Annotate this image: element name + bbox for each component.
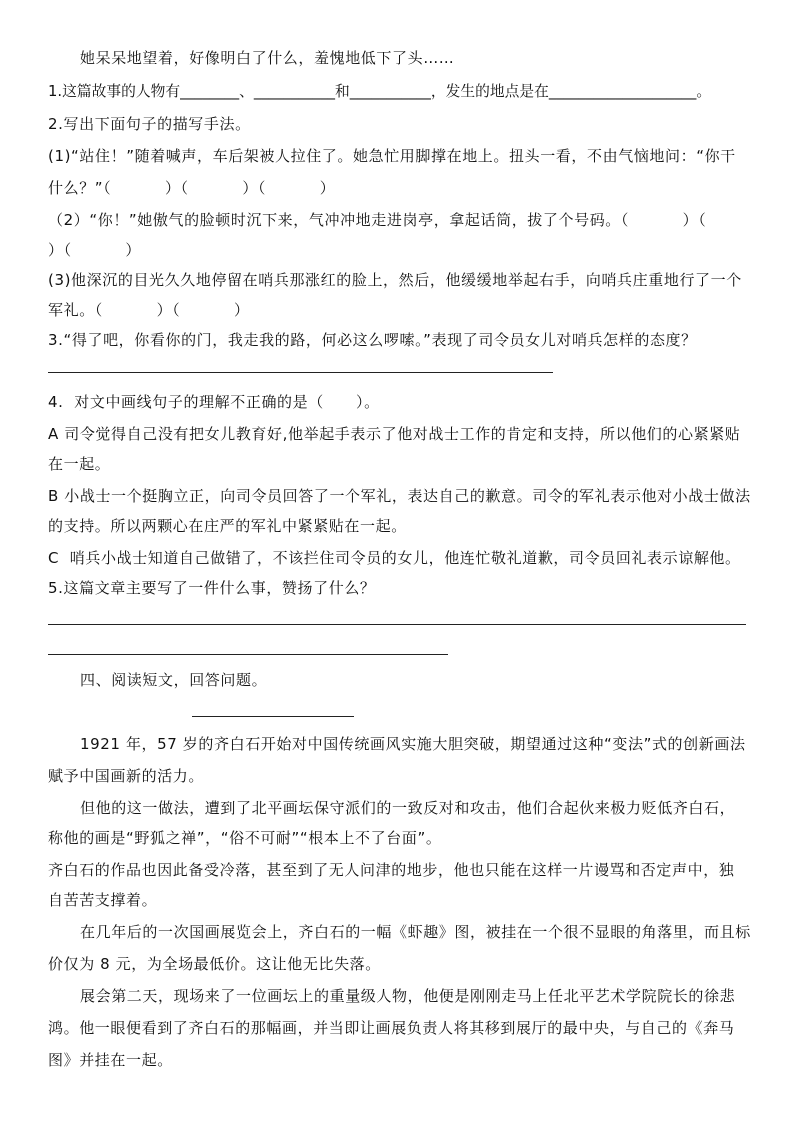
question-1: 1.这篇故事的人物有________、___________和___________，发生的地点是在____________________。 <box>48 83 712 100</box>
option-a-cont: 在一起。 <box>48 455 111 473</box>
passage-p3-cont: 自苦苦支撑着。 <box>48 891 158 909</box>
option-a: A 司令觉得自己没有把女儿教育好,他举起手表示了他对战士工作的肯定和支持，所以他们的心紧紧贴 <box>48 425 741 443</box>
passage-p5-end: 图》并挂在一起。 <box>48 1051 173 1069</box>
question-2-item-3-blanks: 军礼。（ ）（ ） <box>48 301 250 319</box>
passage-p2: 但他的这一做法，遭到了北平画坛保守派们的一致反对和攻击，他们合起伙来极力贬低齐白石， <box>80 799 736 817</box>
passage-p1-cont: 赋予中国画新的活力。 <box>48 767 205 785</box>
question-2-item-2: （2）“你！”她傲气的脸顿时沉下来，气冲冲地走进岗亭，拿起话筒，拔了个号码。（ ）（ <box>48 211 707 229</box>
question-2-item-1: (1)“站住！”随着喊声，车后架被人拉住了。她急忙用脚撑在地上。扭头一看，不由气恼地问：“你干 <box>48 147 736 165</box>
passage-p3: 齐白石的作品也因此备受冷落，甚至到了无人问津的地步，他也只能在这样一片谩骂和否定声中，独 <box>48 861 735 879</box>
option-c: C 哨兵小战士知道自己做错了，不该拦住司令员的女儿，他连忙敬礼道歉，司令员回礼表示谅解他。 <box>48 549 741 567</box>
question-4: 4. 对文中画线句子的理解不正确的是（ ）。 <box>48 393 380 411</box>
passage-p5: 展会第二天，现场来了一位画坛上的重量级人物，他便是刚刚走马上任北平艺术学院院长的徐悲 <box>80 987 736 1005</box>
answer-line-q5-2 <box>48 654 448 655</box>
question-2-item-2-blanks: ）（ ） <box>48 241 141 259</box>
title-blank-line <box>192 716 354 717</box>
question-3: 3.“得了吧，你看你的门，我走我的路，何必这么啰嗦。”表现了司令员女儿对哨兵怎样的态度？ <box>48 331 697 349</box>
question-5: 5.这篇文章主要写了一件什么事，赞扬了什么？ <box>48 579 376 597</box>
story-ending-line: 她呆呆地望着，好像明白了什么，羞愧地低下了头…… <box>80 49 455 67</box>
section-4-heading: 四、阅读短文，回答问题。 <box>80 671 268 689</box>
question-2-item-1-blanks: 什么？”（ ）（ ）（ ） <box>48 179 336 197</box>
passage-p2-cont: 称他的画是“野狐之禅”，“俗不可耐”“根本上不了台面”。 <box>48 829 442 847</box>
passage-p4: 在几年后的一次国画展览会上，齐白石的一幅《虾趣》图，被挂在一个很不显眼的角落里，而且标 <box>80 923 751 941</box>
passage-p4-cont: 价仅为 8 元，为全场最低价。这让他无比失落。 <box>48 955 381 973</box>
question-2: 2.写出下面句子的描写手法。 <box>48 115 251 133</box>
passage-p1: 1921 年，57 岁的齐白石开始对中国传统画风实施大胆突破，期望通过这种“变法”式的创新画法 <box>80 735 746 753</box>
option-b: B 小战士一个挺胸立正，向司令员回答了一个军礼，表达自己的歉意。司令的军礼表示他对小战士做法 <box>48 487 751 505</box>
question-2-item-3: (3)他深沉的目光久久地停留在哨兵那涨红的脸上，然后，他缓缓地举起右手，向哨兵庄重地行了一个 <box>48 271 742 289</box>
passage-p5-cont: 鸿。他一眼便看到了齐白石的那幅画，并当即让画展负责人将其移到展厅的最中央，与自己的《奔马 <box>48 1019 735 1037</box>
answer-line-q3 <box>48 372 553 373</box>
option-b-cont: 的支持。所以两颗心在庄严的军礼中紧紧贴在一起。 <box>48 517 407 535</box>
answer-line-q5-1 <box>48 624 746 625</box>
